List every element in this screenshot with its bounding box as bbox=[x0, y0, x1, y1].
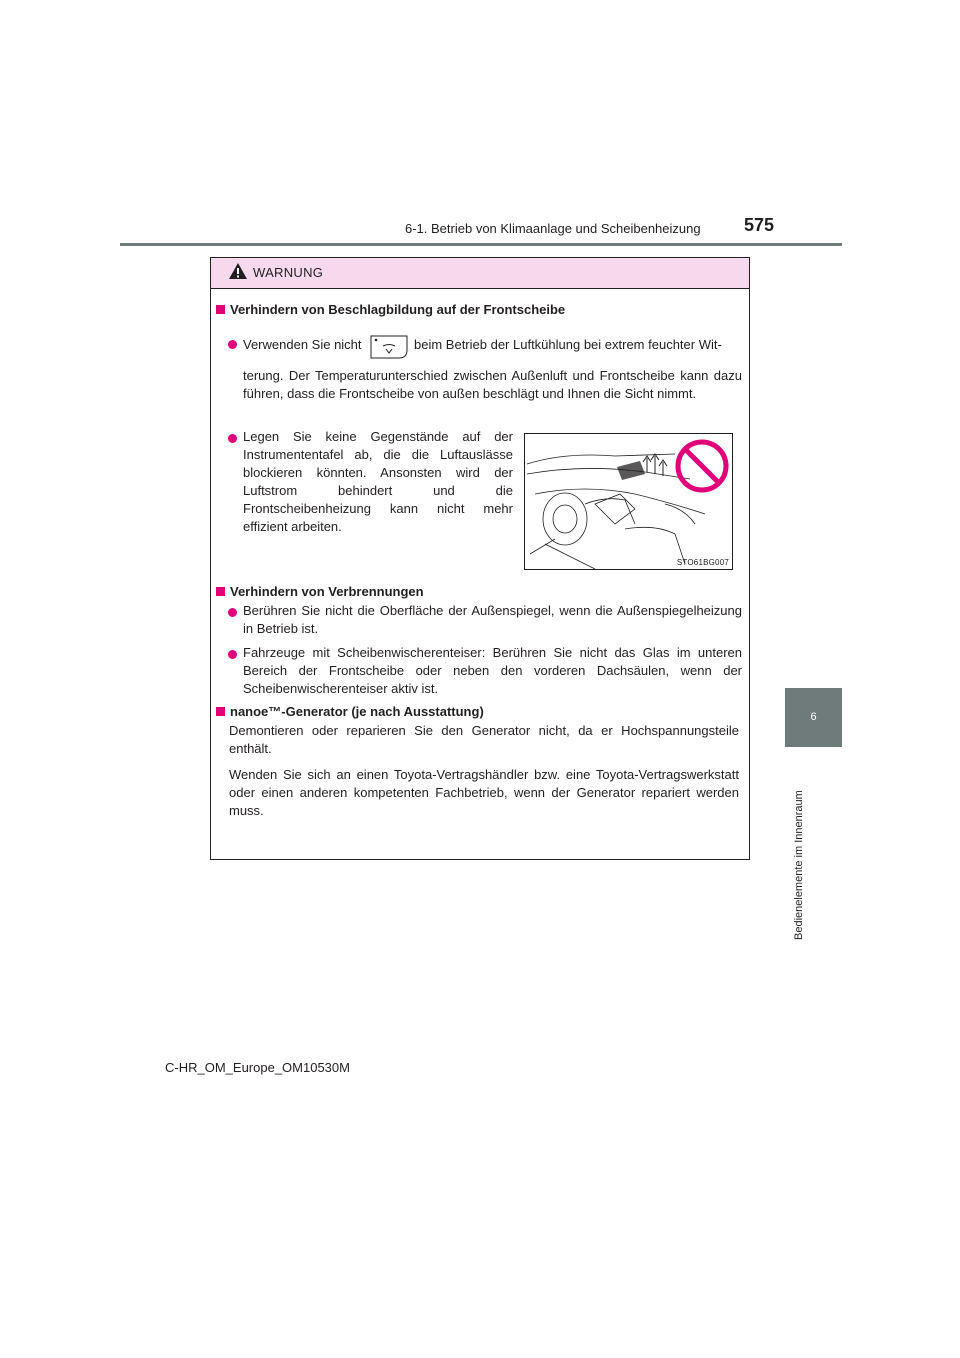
fog-bullet2: Legen Sie keine Gegenstände auf der Instrumententafel ab, die die Luftauslässe blockieren könnten. Ansonsten wird der Luftstrom behindert und die Frontscheibenheizung kann nicht mehr effizient arbeiten. bbox=[243, 429, 513, 534]
chapter-tab: 6 bbox=[785, 688, 842, 747]
dot-bullet-icon bbox=[228, 650, 237, 659]
nanoe-para1: Demontieren oder reparieren Sie den Generator nicht, da er Hochspannungsteile enthält. bbox=[229, 723, 739, 756]
front-defroster-icon bbox=[369, 334, 409, 360]
fog-bullet1-continued: terung. Der Temperaturunterschied zwischen Außenluft und Frontscheibe kann dazu führen, dass die Frontscheibe von außen beschlägt und Ihnen die Sicht nimmt. bbox=[243, 368, 742, 401]
square-bullet-icon bbox=[216, 587, 225, 596]
illustration-code: STO61BG007 bbox=[676, 558, 729, 567]
dashboard-drawing bbox=[525, 434, 732, 569]
fog-bullet1-post: beim Betrieb der Luftkühlung bei extrem feuchter Wit- bbox=[414, 337, 722, 352]
fog-bullet1-pre: Verwenden Sie nicht bbox=[243, 337, 362, 352]
header-rule bbox=[120, 243, 842, 246]
warning-header bbox=[211, 258, 749, 289]
square-bullet-icon bbox=[216, 707, 225, 716]
square-bullet-icon bbox=[216, 305, 225, 314]
nanoe-para2: Wenden Sie sich an einen Toyota-Vertragshändler bzw. eine Toyota-Vertragswerkstatt oder einen anderen kompetenten Fachbetrieb, wenn der Generator repariert werden muss. bbox=[229, 767, 739, 818]
section-title: 6-1. Betrieb von Klimaanlage und Scheibenheizung bbox=[405, 221, 701, 236]
page-number: 575 bbox=[744, 215, 775, 235]
dot-bullet-icon bbox=[228, 340, 237, 349]
document-code: C-HR_OM_Europe_OM10530M bbox=[165, 1060, 350, 1075]
burns-bullet2: Fahrzeuge mit Scheibenwischerenteiser: Berühren Sie nicht das Glas im unteren Bereich der Frontscheibe oder neben den vorderen Dachsäulen, wenn der Scheibenwischerenteiser aktiv ist. bbox=[243, 645, 742, 696]
warning-triangle-icon bbox=[228, 262, 248, 280]
warning-title: WARNUNG bbox=[253, 265, 324, 280]
burns-heading-text: Verhindern von Verbrennungen bbox=[230, 584, 424, 599]
fog-heading bbox=[216, 302, 565, 317]
fog-heading-text: Verhindern von Beschlagbildung auf der Frontscheibe bbox=[230, 302, 566, 317]
burns-heading bbox=[216, 584, 424, 599]
dot-bullet-icon bbox=[228, 608, 237, 617]
dashboard-illustration bbox=[524, 433, 733, 570]
dot-bullet-icon bbox=[228, 434, 237, 443]
burns-bullet1: Berühren Sie nicht die Oberfläche der Außenspiegel, wenn die Außenspiegelheizung in Betrieb ist. bbox=[243, 603, 742, 636]
nanoe-heading bbox=[216, 704, 484, 719]
prohibition-icon bbox=[678, 442, 726, 490]
nanoe-heading-text: nanoe™-Generator (je nach Ausstattung) bbox=[230, 704, 484, 719]
chapter-label: Bedienelemente im Innenraum bbox=[793, 790, 805, 940]
